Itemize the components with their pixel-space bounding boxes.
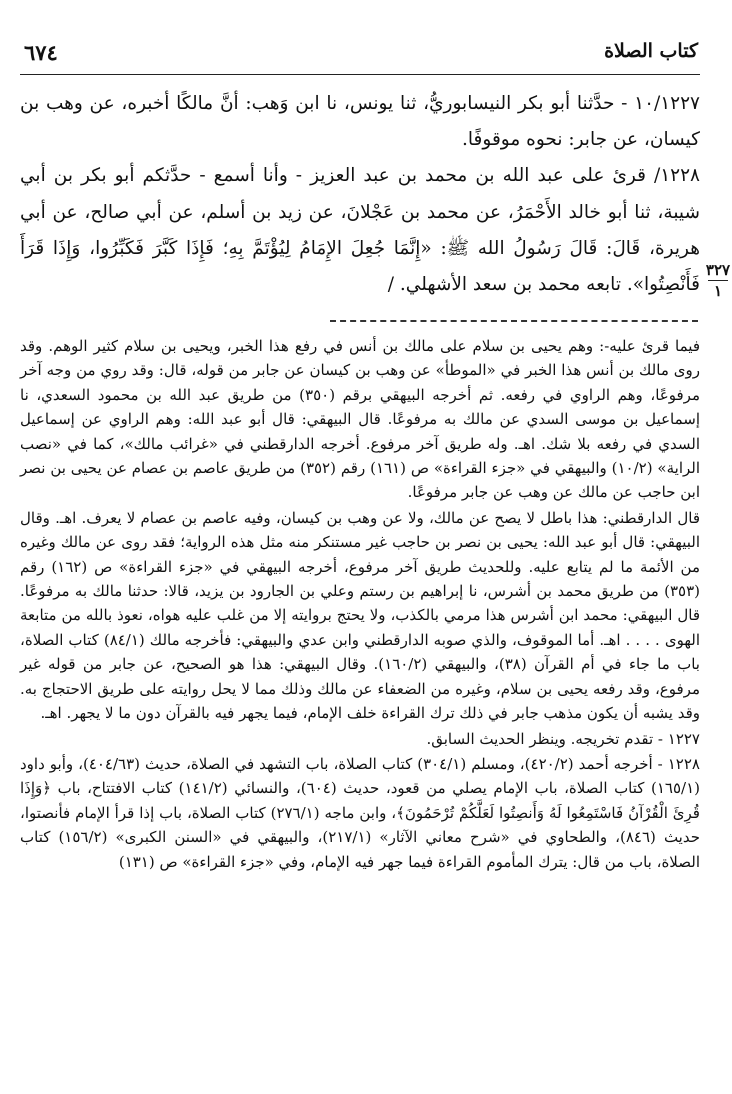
footnote-1227: ١٢٢٧ - تقدم تخريجه. وينظر الحديث السابق. (426, 729, 700, 748)
footnote-paragraph: فيما قرئ عليه-: وهم يحيى بن سلام على مالك بن أنس في رفع هذا الخبر، ويحيى بن سلام كثير الوهم. وقد روى مالك بن أنس هذا الخبر في «الموطأ» عن وهب بن كيسان عن جابر من قوله، قال: وقد روي من وجه آخر مرفوعًا، وهم الراوي في رفعه. ثم أخرجه البيهقي برقم (٣٥٠) من طريق عبد الله بن محمود السعدي، نا إسماعيل بن موسى السدي عن مالك به مرفوعًا. قال البيهقي: قال أبو عبد الله: وهم الراوي عن إسماعيل السدي في رفعه بلا شك. اهـ. وله طريق آخر مرفوع. أخرجه الدارقطني في «غرائب مالك»، كما في «نصب الراية» (١٠/٢) والبيهقي في «جزء القراءة» ص (١٦١) رقم (٣٥٢) من طريق عاصم بن عصام عن يحيى بن نصر ابن حاجب عن مالك عن وهب عن جابر مرفوعًا. (20, 337, 701, 502)
margin-note-bottom: ١ (713, 282, 723, 300)
footnote-paragraph: قال الدارقطني: هذا باطل لا يصح عن مالك، ولا عن وهب بن كيسان، وفيه عاصم بن عصام لا يعرف. اهـ. وقال البيهقي: قال أبو عبد الله: يحيى بن نصر بن حاجب غير مستنكر منه مثل هذه الرواية؛ فقد روى عن مالك وغيره من الأئمة ما لم يتابع عليه. وللحديث طريق آخر مرفوع، أخرجه البيهقي في «جزء القراءة» ص (١٦٢) رقم (٣٥٣) من طريق محمد بن أشرس، نا إبراهيم بن رستم وعلي بن الجارود بن يزيد، قالا: حدثنا مالك به مرفوعًا. قال البيهقي: محمد ابن أشرس هذا مرمي بالكذب، ولا يحتج بروايته إلا من غلب عليه هواه، نعوذ بالله من متابعة الهوى . . . . اهـ. أما الموقوف، والذي صوبه الدارقطني وابن عدي والبيهقي: فأخرجه مالك (٨٤/١) كتاب الصلاة، باب ما جاء في أم القرآن (٣٨)، والبيهقي (١٦٠/٢). وقال البيهقي: هذا هو الصحيح، عن جابر من قوله غير مرفوع، وقد رفعه يحيى بن سلام، وغيره من الضعفاء عن مالك وذلك مما لا يحل روايته على طريق الاحتجاج به. وقد يشبه أن يكون مذهب جابر في ذلك ترك القراءة خلف الإمام، فيما يجهر فيه بالقرآن دون ما لا يجهر. اهـ. (20, 508, 700, 723)
book-title: كتاب الصلاة (604, 40, 698, 62)
hadith-1228: ١٢٢٨/ قرئ على عبد الله بن محمد بن عبد العزيز - وأنا أسمع - حدَّثكم أبو بكر بن أبي شيبة، ثنا أبو خالد الأَحْمَرُ، عن محمد بن عَجْلانَ، عن زيد بن أسلم، عن أبي صالح، عن أبي هريرة، قَالَ: قَالَ رَسُولُ الله ﷺ: «إِنَّمَا جُعِلَ الإِمَامُ لِيُؤْتَمَّ بِهِ؛ فَإِذَا كَبَّرَ فَكَبِّرُوا، وَإِذَا قَرَأَ فَأَنْصِتُوا». تابعه محمد بن سعد الأشهلي. / (20, 165, 700, 296)
footnotes (20, 334, 700, 875)
page-number: ٦٧٤ (24, 40, 58, 65)
margin-note-divider (708, 280, 728, 281)
manuscript-folio-note (704, 262, 732, 299)
margin-note-top: ٣٢٧ (705, 261, 731, 279)
page-header (20, 38, 700, 75)
footnote-separator (330, 320, 698, 322)
hadith-1227: ١٠/١٢٢٧ - حدَّثنا أبو بكر النيسابوريُّ، ثنا يونس، نا ابن وَهب: أنَّ مالكًا أخبره، عن وهب بن كيسان، عن جابر: نحوه موقوفًا. (20, 93, 700, 151)
footnote-1228: ١٢٢٨ - أخرجه أحمد (٤٢٠/٢)، ومسلم (٣٠٤/١) كتاب الصلاة، باب التشهد في الصلاة، حديث (٤٠٤/٦٣)، وأبو داود (١٦٥/١) كتاب الصلاة، باب الإمام يصلي من قعود، حديث (٦٠٤)، والنسائي (١٤١/٢) كتاب الافتتاح، باب ﴿وَإِذَا قُرِئَ الْقُرْآنُ فَاسْتَمِعُوا لَهُ وَأَنصِتُوا لَعَلَّكُمْ تُرْحَمُونَ﴾، وابن ماجه (٢٧٦/١) كتاب الصلاة، باب إذا قرأ الإمام فأنصتوا، حديث (٨٤٦)، والطحاوي في «شرح معاني الآثار» (٢١٧/١)، والبيهقي في «السنن الكبرى» (١٥٦/٢) كتاب الصلاة، باب من قال: يترك المأموم القراءة فيما جهر فيه الإمام، وفي «جزء القراءة» ص (١٣١) (20, 754, 701, 871)
main-text (20, 86, 700, 303)
